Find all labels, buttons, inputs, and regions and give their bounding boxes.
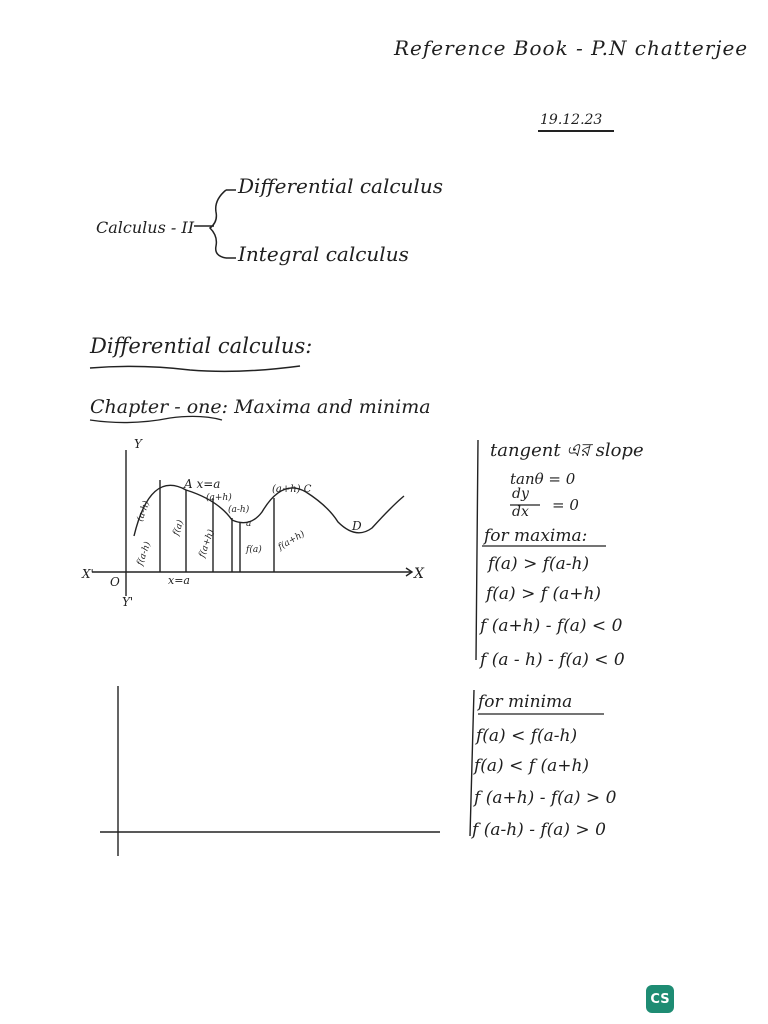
- heading-underline: [90, 366, 300, 371]
- date: 19.12.23: [540, 112, 603, 128]
- graph-label-4: f(a+h): [197, 528, 217, 560]
- camscanner-badge: CS: [646, 985, 674, 1013]
- point-a-label: A x=a: [184, 477, 221, 491]
- graph-label-1: f(a-h): [135, 540, 154, 568]
- graph-label-3: (a+h): [206, 493, 232, 503]
- graph-label-2: f(a): [171, 518, 187, 538]
- axis-y-label: Y: [134, 437, 142, 451]
- section-heading: Differential calculus:: [90, 334, 313, 358]
- point-c-label: (a+h) C: [272, 484, 312, 495]
- origin-label: O: [110, 575, 120, 589]
- graph-label-5: (a-h): [228, 505, 250, 515]
- blank-axes: [100, 686, 440, 856]
- branch-differential: Differential calculus: [238, 174, 443, 198]
- graph-label-8: f(a+h): [276, 529, 307, 553]
- axis-x-label: X: [414, 566, 424, 582]
- dydx-numerator: dy: [512, 486, 529, 502]
- dydx-equals: = 0: [552, 496, 579, 514]
- maxima-cond-3: f (a+h) - f(a) < 0: [480, 616, 623, 636]
- tree-bracket: [194, 190, 236, 258]
- reference-book-note: Reference Book - P.N chatterjee: [394, 36, 749, 60]
- graph: [92, 450, 412, 596]
- dydx-denominator: dx: [512, 504, 529, 520]
- minima-cond-4: f (a-h) - f(a) > 0: [472, 820, 606, 840]
- graph-label-7: f(a): [246, 545, 262, 555]
- tangent-slope: tangent এর slope: [490, 440, 644, 461]
- notes-divider: [470, 440, 478, 836]
- axis-xneg-label: X': [82, 567, 94, 581]
- maxima-cond-4: f (a - h) - f(a) < 0: [480, 650, 625, 670]
- point-d-label: D: [352, 519, 362, 533]
- branch-integral: Integral calculus: [238, 242, 409, 266]
- maxima-cond-1: f(a) > f(a-h): [488, 554, 590, 574]
- x-eq-a-label: x=a: [168, 574, 190, 587]
- minima-cond-2: f(a) < f (a+h): [474, 756, 590, 776]
- tan-equation: tanθ = 0: [510, 470, 576, 488]
- chapter-title: Chapter - one: Maxima and minima: [90, 396, 431, 418]
- graph-label-6: a: [246, 519, 252, 529]
- axis-yneg-label: Y': [122, 595, 134, 609]
- minima-cond-3: f (a+h) - f(a) > 0: [474, 788, 617, 808]
- graph-label-0: (a-h): [135, 499, 153, 524]
- minima-title: for minima: [478, 692, 573, 712]
- calculus-root: Calculus - II: [96, 218, 195, 237]
- minima-cond-1: f(a) < f(a-h): [476, 726, 578, 746]
- maxima-cond-2: f(a) > f (a+h): [486, 584, 602, 604]
- maxima-title: for maxima:: [484, 526, 588, 546]
